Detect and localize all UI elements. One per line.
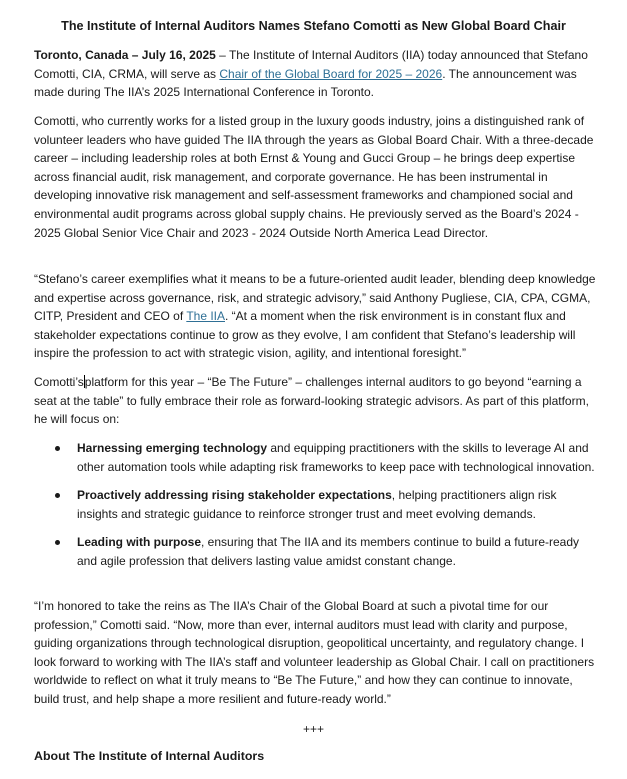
list-item bbox=[34, 533, 600, 570]
quote-text-a: “Stefano’s career exemplifies what it means to be a future-oriented audit leader, blending deep knowledge and expertise across governance, risk, and strategic advisory,” said Anthony Pugliese, CIA, CPA, CGMA, CITP, President and CEO of bbox=[34, 272, 596, 324]
paragraph-quote-comotti: “I’m honored to take the reins as The IIA’s Chair of the Global Board at such a pivotal time for our profession,” Comotti said. “Now, more than ever, internal auditors must lead with clarity and purpose, guiding organizations through technological disruption, geopolitical uncertainty, and regulatory change. I look forward to working with The IIA’s staff and volunteer leadership as Global Chair. I call on practitioners worldwide to reflect on what it truly means to “Be The Future,” and how they can continue to innovate, build trust, and help shape a more resilient and future-ready world.” bbox=[34, 599, 595, 706]
focus-heading: Proactively addressing rising stakeholder expectations bbox=[77, 488, 392, 503]
iia-link[interactable]: The IIA bbox=[186, 309, 225, 324]
about-heading: About The Institute of Internal Auditors bbox=[34, 749, 265, 763]
paragraph-platform bbox=[34, 373, 600, 429]
intro-text-a: – The Institute of Internal Auditors (IIA) today announced that Stefano Comotti, CIA, CRMA, will serve as bbox=[34, 48, 588, 81]
list-item bbox=[34, 439, 600, 476]
focus-heading: Harnessing emerging technology bbox=[77, 441, 268, 455]
paragraph-quote-pugliese bbox=[34, 270, 600, 363]
focus-heading: Leading with purpose bbox=[77, 535, 202, 550]
paragraph-background: Comotti, who currently works for a listed group in the luxury goods industry, joins a distinguished rank of volunteer leaders who have guided The IIA through the years as Global Board Chair. With a three-decade career – including leadership roles at both Ernst & Young and Gucci Group – he brings deep expertise across financial audit, risk management, and corporate governance. He has been instrumental in developing innovative risk management and self-assessment frameworks and championed social and environmental audit programs across global supply chains. He previously served as the Board’s 2024 - 2025 Global Senior Vice Chair and 2023 - 2024 Outside North America Lead Director. bbox=[34, 114, 594, 240]
bullet-icon bbox=[55, 446, 60, 451]
focus-text: , helping practitioners align risk insights and strategic guidance to reinforce stronger trust and meet evolving demands. bbox=[77, 488, 557, 521]
chair-link[interactable]: Chair of the Global Board for 2025 – 2026 bbox=[219, 66, 443, 81]
paragraph-intro bbox=[34, 46, 600, 102]
platform-text-b: platform for this year – “Be The Future” – challenges internal auditors to go beyond “earning a seat at the table” to fully embrace their role as forward-looking strategic advisors. As part of this platform, he will focus on: bbox=[34, 375, 589, 427]
bullet-icon bbox=[55, 540, 60, 545]
quote-text-b: . “At a moment when the risk environment is in constant flux and stakeholder expectations continue to grow as they evolve, I am confident that Stefano’s leadership will inspire the profession to act with strategic vision, agility, and intentional foresight.” bbox=[34, 309, 576, 361]
platform-text-a: Comotti’s bbox=[34, 375, 84, 389]
focus-list bbox=[34, 439, 600, 571]
list-item bbox=[34, 486, 600, 523]
section-separator: +++ bbox=[302, 722, 325, 736]
bullet-icon bbox=[55, 493, 60, 498]
intro-text-b: . The announcement was made during The IIA’s 2025 International Conference in Toronto. bbox=[34, 66, 577, 100]
press-release-title: The Institute of Internal Auditors Names Stefano Comotti as New Global Board Chair bbox=[61, 19, 566, 33]
dateline: Toronto, Canada – July 16, 2025 bbox=[34, 48, 216, 62]
focus-text: , ensuring that The IIA and its members continue to build a future-ready and agile profession that delivers lasting value amidst constant change. bbox=[77, 535, 580, 568]
focus-text: and equipping practitioners with the skills to leverage AI and other automation tools while adapting risk frameworks to keep pace with technological innovation. bbox=[77, 441, 595, 474]
